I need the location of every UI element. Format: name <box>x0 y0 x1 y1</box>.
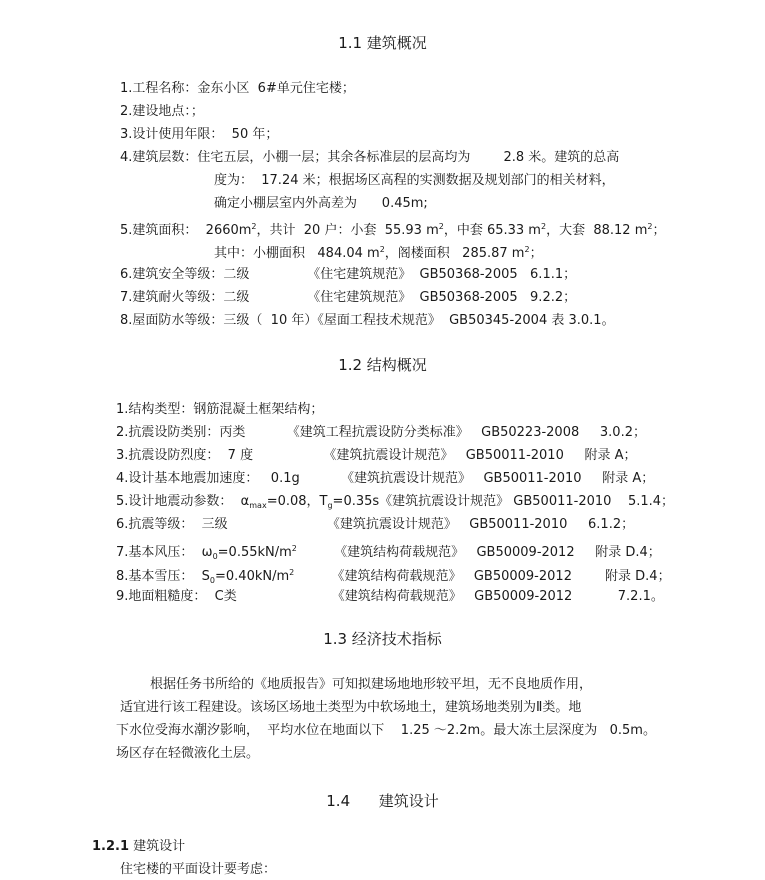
seismic-intensity-line: 3.抗震设防烈度： 7 度 《建筑抗震设计规范》 GB50011-2010 附录 A； <box>116 448 637 463</box>
site-location-line: 2.建设地点：； <box>120 104 204 119</box>
wind-pressure-line: 7.基本风压： $\omega_0=0.55kN/m^2$ 《建筑结构荷载规范》 GB50009-2012 附录 D.4； <box>116 544 661 561</box>
section-title-1-1: 1.1 建筑概况 <box>338 34 427 52</box>
subsection-title: 建筑设计 <box>129 839 186 854</box>
geology-para-line-4: 场区存在轻微液化土层。 <box>116 746 260 761</box>
roof-waterproof-line: 8.屋面防水等级：三级（ 10 年）《屋面工程技术规范》 GB50345-2004 表 3.0.1。 <box>120 313 615 328</box>
geology-para-line-3: 下水位受海水潮汐影响， 平均水位在地面以下 1.25 ～2.2m。最大冻土层深度为 0.5m。 <box>116 723 656 738</box>
floors-line-3: 确定小棚层室内外高差为 0.45m; <box>214 196 428 211</box>
geology-para-line-1: 根据任务书所给的《地质报告》可知拟建场地地形较平坦，无不良地质作用， <box>150 677 593 692</box>
floors-line: 4.建筑层数：住宅五层，小棚一层；其余各标准层的层高均为 2.8 米。建筑的总高 <box>120 150 620 165</box>
geology-para-line-2: 适宜进行该工程建设。该场区场地土类型为中软场地土，建筑场地类别为Ⅱ类。地 <box>120 700 582 715</box>
floors-line-2: 度为： 17.24 米；根据场区高程的实测数据及规划部门的相关材料， <box>214 173 615 188</box>
seismic-category-line: 2.抗震设防类别：丙类 《建筑工程抗震设防分类标准》 GB50223-2008 3.0.2； <box>116 425 646 440</box>
ground-roughness-line: 9.地面粗糙度： C类 《建筑结构荷载规范》 GB50009-2012 7.2.1。 <box>116 589 664 604</box>
section-title-1-3: 1.3 经济技术指标 <box>323 630 442 648</box>
ground-acceleration-line: 4.设计基本地震加速度： 0.1g 《建筑抗震设计规范》 GB50011-2010 附录 A； <box>116 471 655 486</box>
seismic-grade-line: 6.抗震等级： 三级 《建筑抗震设计规范》 GB50011-2010 6.1.2； <box>116 517 635 532</box>
plan-design-intro-line: 住宅楼的平面设计要考虑： <box>120 862 277 877</box>
area-line-2: 其中：小棚面积 484.04 $m^2$，阁楼面积 285.87 $m^2$； <box>214 245 543 261</box>
seismic-params-line: 5.设计地震动参数： $\alpha_{max}=0.08$，$T_g=0.35s$《建筑抗震设计规范》 GB50011-2010 5.1.4； <box>116 494 675 510</box>
subsection-heading <box>92 838 185 856</box>
project-name-line: 1.工程名称：金东小区 6#单元住宅楼； <box>120 81 355 96</box>
service-life-line: 3.设计使用年限： 50 年； <box>120 127 279 142</box>
snow-pressure-line: 8.基本雪压： $S_0=0.40kN/m^2$ 《建筑结构荷载规范》 GB50009-2012 附录 D.4； <box>116 568 671 585</box>
structure-type-line: 1.结构类型：钢筋混凝土框架结构； <box>116 402 324 417</box>
section-title-1-4: 1.4 建筑设计 <box>326 792 439 810</box>
section-title-1-2: 1.2 结构概况 <box>338 356 427 374</box>
subsection-number: 1.2.1 <box>92 839 130 854</box>
area-line: 5.建筑面积： $2660m^2$，共计 20 户：小套 55.93 $m^2$，中套 65.33 $m^2$，大套 88.12 $m^2$； <box>120 222 666 238</box>
fire-grade-line: 7.建筑耐火等级：二级 《住宅建筑规范》 GB50368-2005 9.2.2； <box>120 290 577 305</box>
safety-grade-line: 6.建筑安全等级：二级 《住宅建筑规范》 GB50368-2005 6.1.1； <box>120 267 577 282</box>
